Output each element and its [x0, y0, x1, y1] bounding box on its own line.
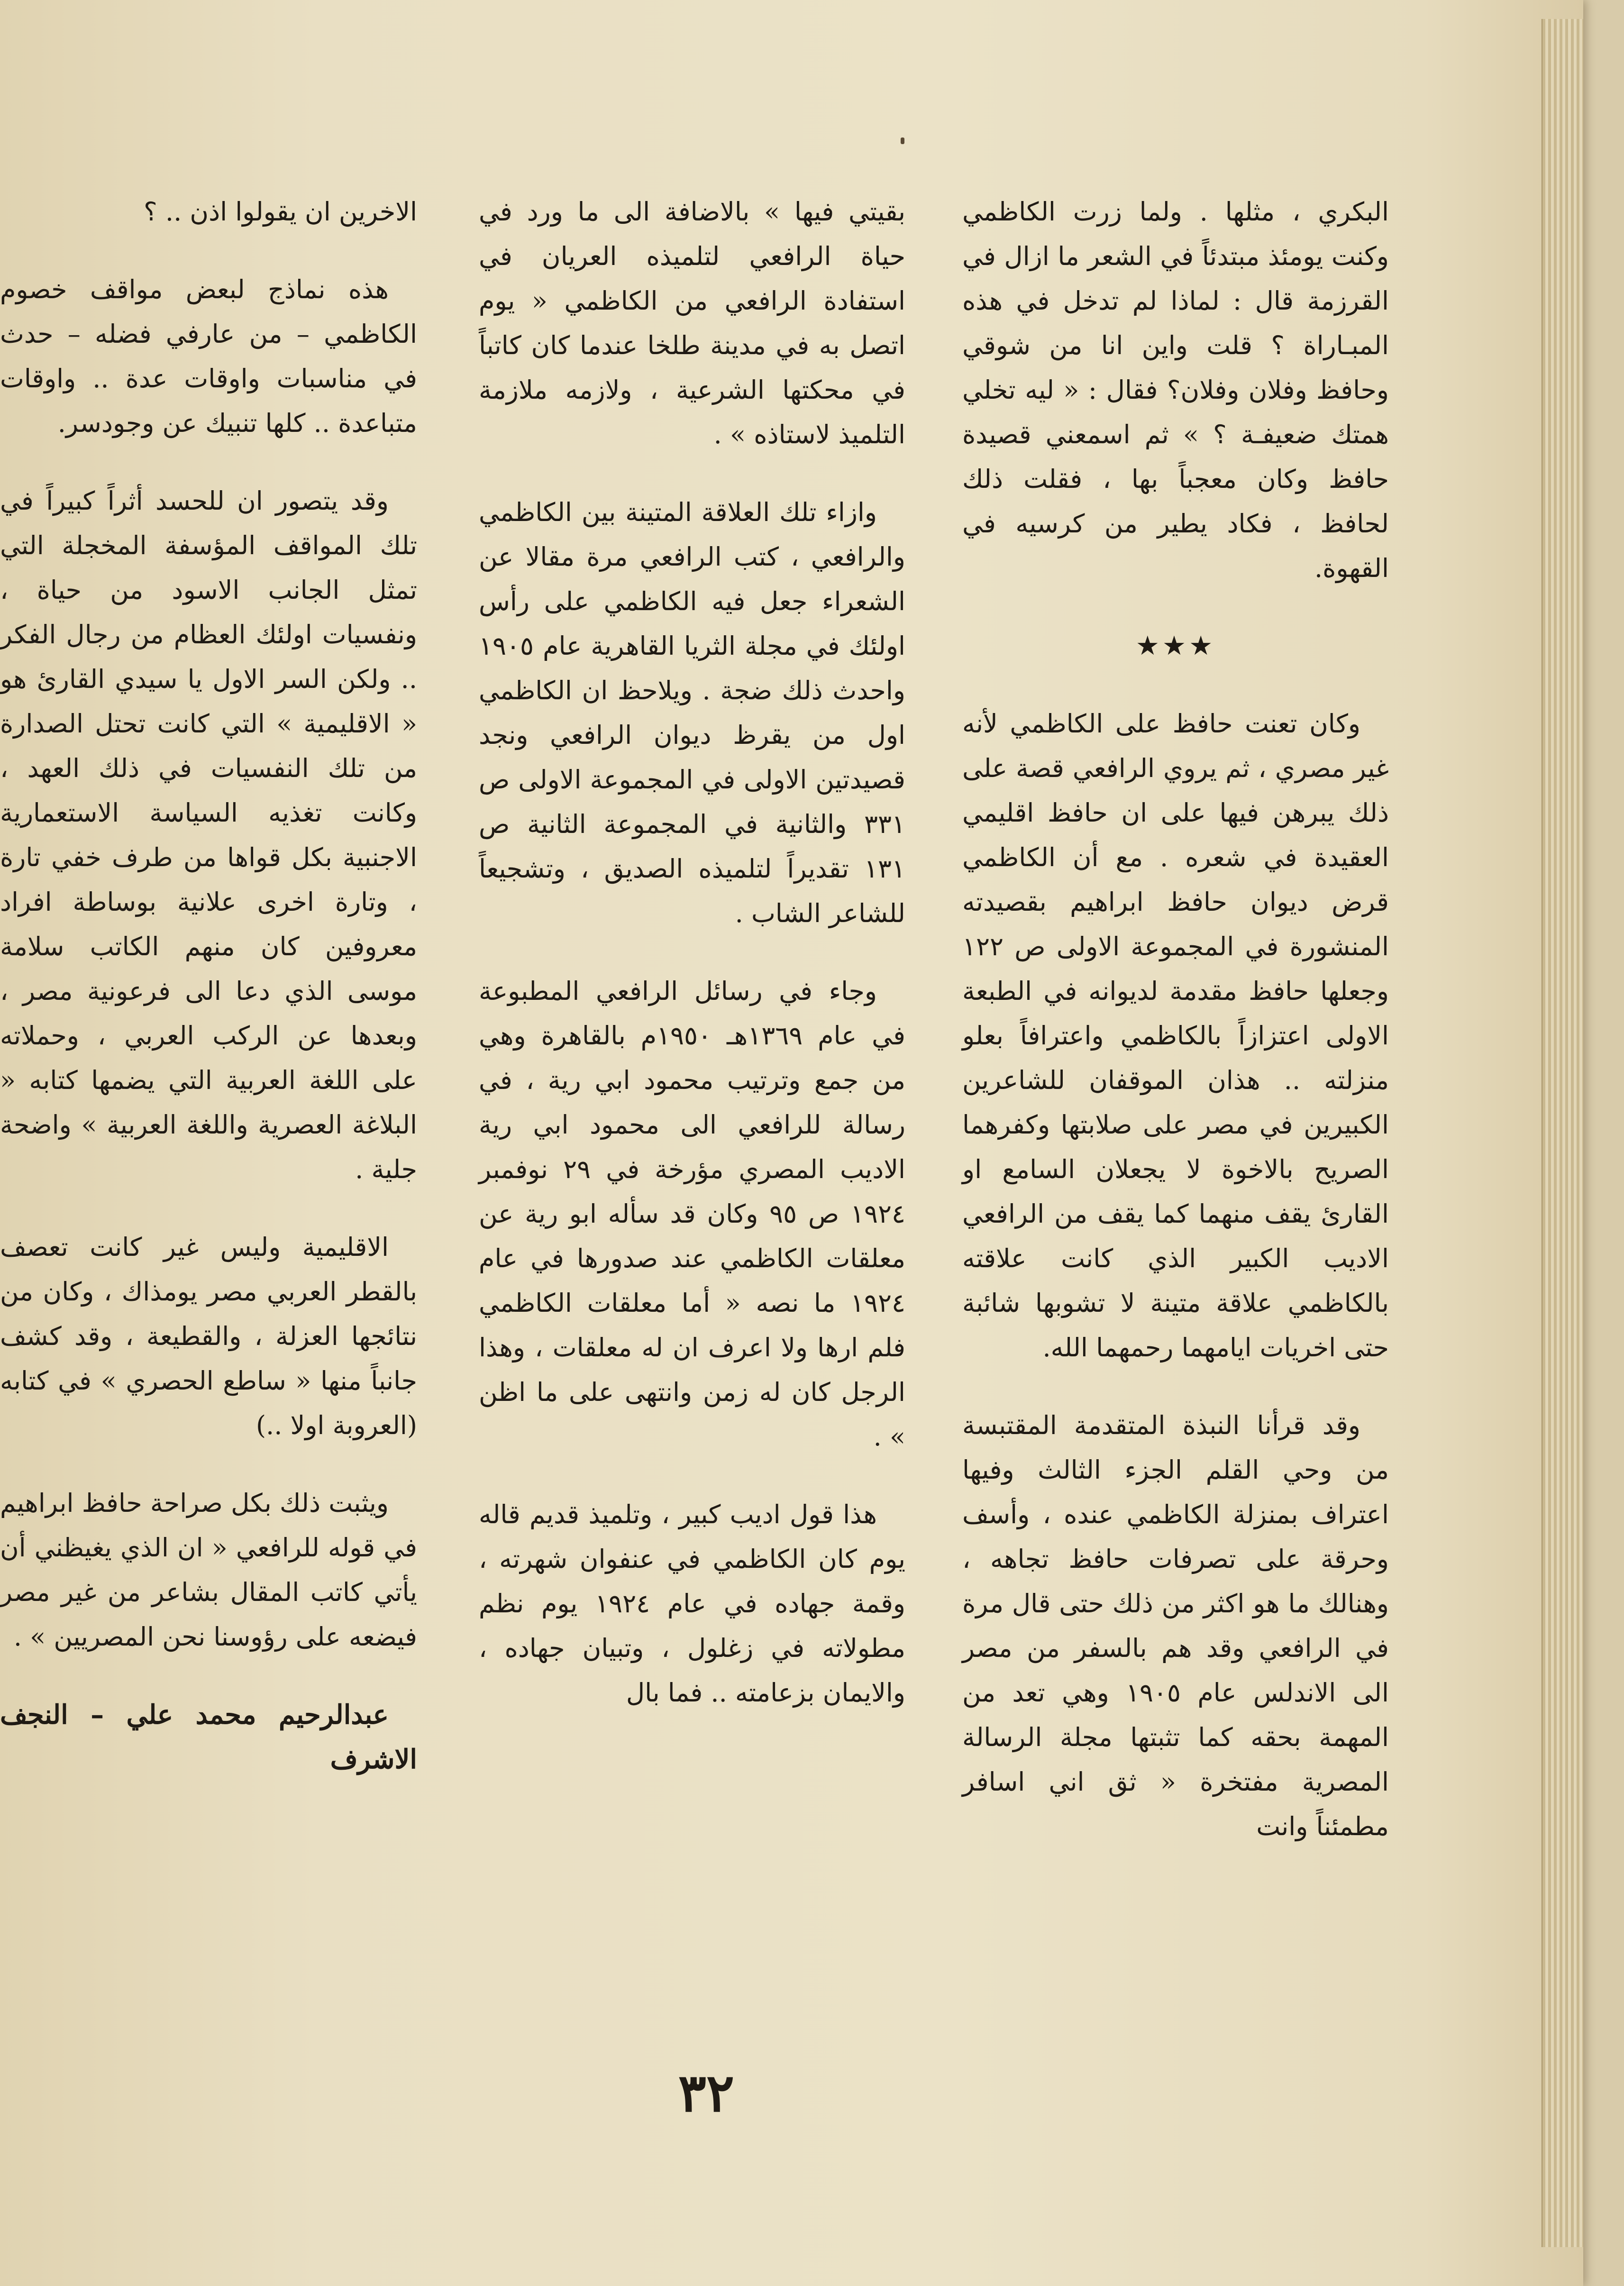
page-edge [1542, 19, 1583, 2247]
paragraph: هذا قول اديب كبير ، وتلميذ قديم قاله يوم كان الكاظمي في عنفوان شهرته ، وقمة جهاده في عام ١٩٢٤ يوم نظم مطولاته في زغلول ، وتبيان جهاده ، والايمان بزعامته .. فما بال [479, 1500, 905, 1708]
page-number: ٣٢ [678, 2062, 735, 2123]
paragraph: وقد قرأنا النبذة المتقدمة المقتبسة من وحي القلم الجزء الثالث وفيها اعتراف بمنزلة الكاظمي عنده ، وأسف وحرقة على تصرفات حافظ تجاهه ، وهنالك ما هو اكثر من ذلك حتى قال مرة في الرافعي وقد هم بالسفر من مصر الى الاندلس عام ١٩٠٥ وهي تعد من المهمة بحقه كما تثبتها مجلة الرسالة المصرية مفتخرة « ثق اني اسافر مطمئناً وانت [962, 1410, 1389, 1841]
left-column [0, 190, 417, 1815]
middle-column [479, 190, 905, 1748]
paragraph: الاخرين ان يقولوا اذن .. ؟ [144, 197, 417, 227]
section-separator: ★★★ [1135, 631, 1216, 661]
paragraph: وجاء في رسائل الرافعي المطبوعة في عام ١٣٦٩هـ ١٩٥٠م بالقاهرة وهي من جمع وترتيب محمود ابي رية ، في رسالة للرافعي الى محمود ابي رية الاديب المصري مؤرخة في ٢٩ نوفمبر ١٩٢٤ ص ٩٥ وكان قد سأله ابو رية عن معلقات الكاظمي عند صدورها في عام ١٩٢٤ ما نصه « أما معلقات الكاظمي فلم ارها ولا اعرف ان له معلقات ، وهذا الرجل كان له زمن وانتهى على ما اظن » . [479, 976, 905, 1452]
author-signature: عبدالرحيم محمد علي – النجف الاشرف [0, 1699, 417, 1775]
paragraph: بقيتي فيها » بالاضافة الى ما ورد في حياة الرافعي لتلميذه العريان في استفادة الرافعي من الكاظمي « يوم اتصل به في مدينة طلخا عندما كان كاتباً في محكتها الشرعية ، ولازمه ملازمة التلميذ لاستاذه » . [479, 197, 905, 449]
paragraph: الاقليمية وليس غير كانت تعصف بالقطر العربي مصر يومذاك ، وكان من نتائجها العزلة ، والقطيعة ، وقد كشف جانباً منها « ساطع الحصري » في كتابه (العروبة اولا ..) [0, 1232, 417, 1440]
paragraph: وازاء تلك العلاقة المتينة بين الكاظمي والرافعي ، كتب الرافعي مرة مقالا عن الشعراء جعل فيه الكاظمي على رأس اولئك في مجلة الثريا القاهرية عام ١٩٠٥ واحدث ذلك ضجة . ويلاحظ ان الكاظمي اول من يقرظ ديوان الرافعي ونجد قصيدتين الاولى في المجموعة الاولى ص ٣٣١ والثانية في المجموعة الثانية ص ١٣١ تقديراً لتلميذه الصديق ، وتشجيعاً للشاعر الشاب . [479, 497, 905, 928]
paragraph: وكان تعنت حافظ على الكاظمي لأنه غير مصري ، ثم يروي الرافعي قصة على ذلك يبرهن فيها على ان حافظ اقليمي العقيدة في شعره . مع أن الكاظمي قرض ديوان حافظ ابراهيم بقصيدته المنشورة في المجموعة الاولى ص ١٢٢ وجعلها حافظ مقدمة لديوانه في الطبعة الاولى اعتزازاً بالكاظمي واعترافاً بعلو منزلته .. هذان الموقفان للشاعرين الكبيرين في مصر على صلابتها وكفرهما الصريح بالاخوة لا يجعلان السامع او القارئ يقف منهما كما يقف من الرافعي الاديب الكبير الذي كانت علاقته بالكاظمي علاقة متينة لا تشوبها شائبة حتى اخريات ايامهما رحمهما الله. [962, 709, 1389, 1362]
ink-spot [901, 137, 904, 144]
paragraph: وقد يتصور ان للحسد أثراً كبيراً في تلك المواقف المؤسفة المخجلة التي تمثل الجانب الاسود من حياة ، ونفسيات اولئك العظام من رجال الفكر .. ولكن السر الاول يا سيدي القارئ هو « الاقليمية » التي كانت تحتل الصدارة من تلك النفسيات في ذلك العهد ، وكانت تغذيه السياسة الاستعمارية الاجنبية بكل قواها من طرف خفي تارة ، وتارة اخرى علانية بوساطة افراد معروفين كان منهم الكاتب سلامة موسى الذي دعا الى فرعونية مصر ، وبعدها عن الركب العربي ، وحملاته على اللغة العربية التي يضمها كتابه « البلاغة العصرية واللغة العربية » واضحة جلية . [0, 486, 417, 1184]
paragraph: البكري ، مثلها . ولما زرت الكاظمي وكنت يومئذ مبتدئاً في الشعر ما ازال في القرزمة قال : لماذا لم تدخل في هذه المبـاراة ؟ قلت واين انا من شوقي وحافظ وفلان وفلان؟ فقال : « ليه تخلي همتك ضعيفـة ؟ » ثم اسمعني قصيدة حافظ وكان معجباً بها ، فقلت ذلك لحافظ ، فكاد يطير من كرسيه في القهوة. [962, 197, 1389, 583]
paragraph: هذه نماذج لبعض مواقف خصوم الكاظمي – من عارفي فضله – حدث في مناسبات واوقات عدة .. واوقات متباعدة .. كلها تنبيك عن وجودسر. [0, 274, 417, 438]
paragraph: ويثبت ذلك بكل صراحة حافظ ابراهيم في قوله للرافعي « ان الذي يغيظني أن يأتي كاتب المقال بشاعر من غير مصر فيضعه على رؤوسنا نحن المصريين » . [0, 1488, 417, 1652]
right-column [962, 190, 1389, 1882]
